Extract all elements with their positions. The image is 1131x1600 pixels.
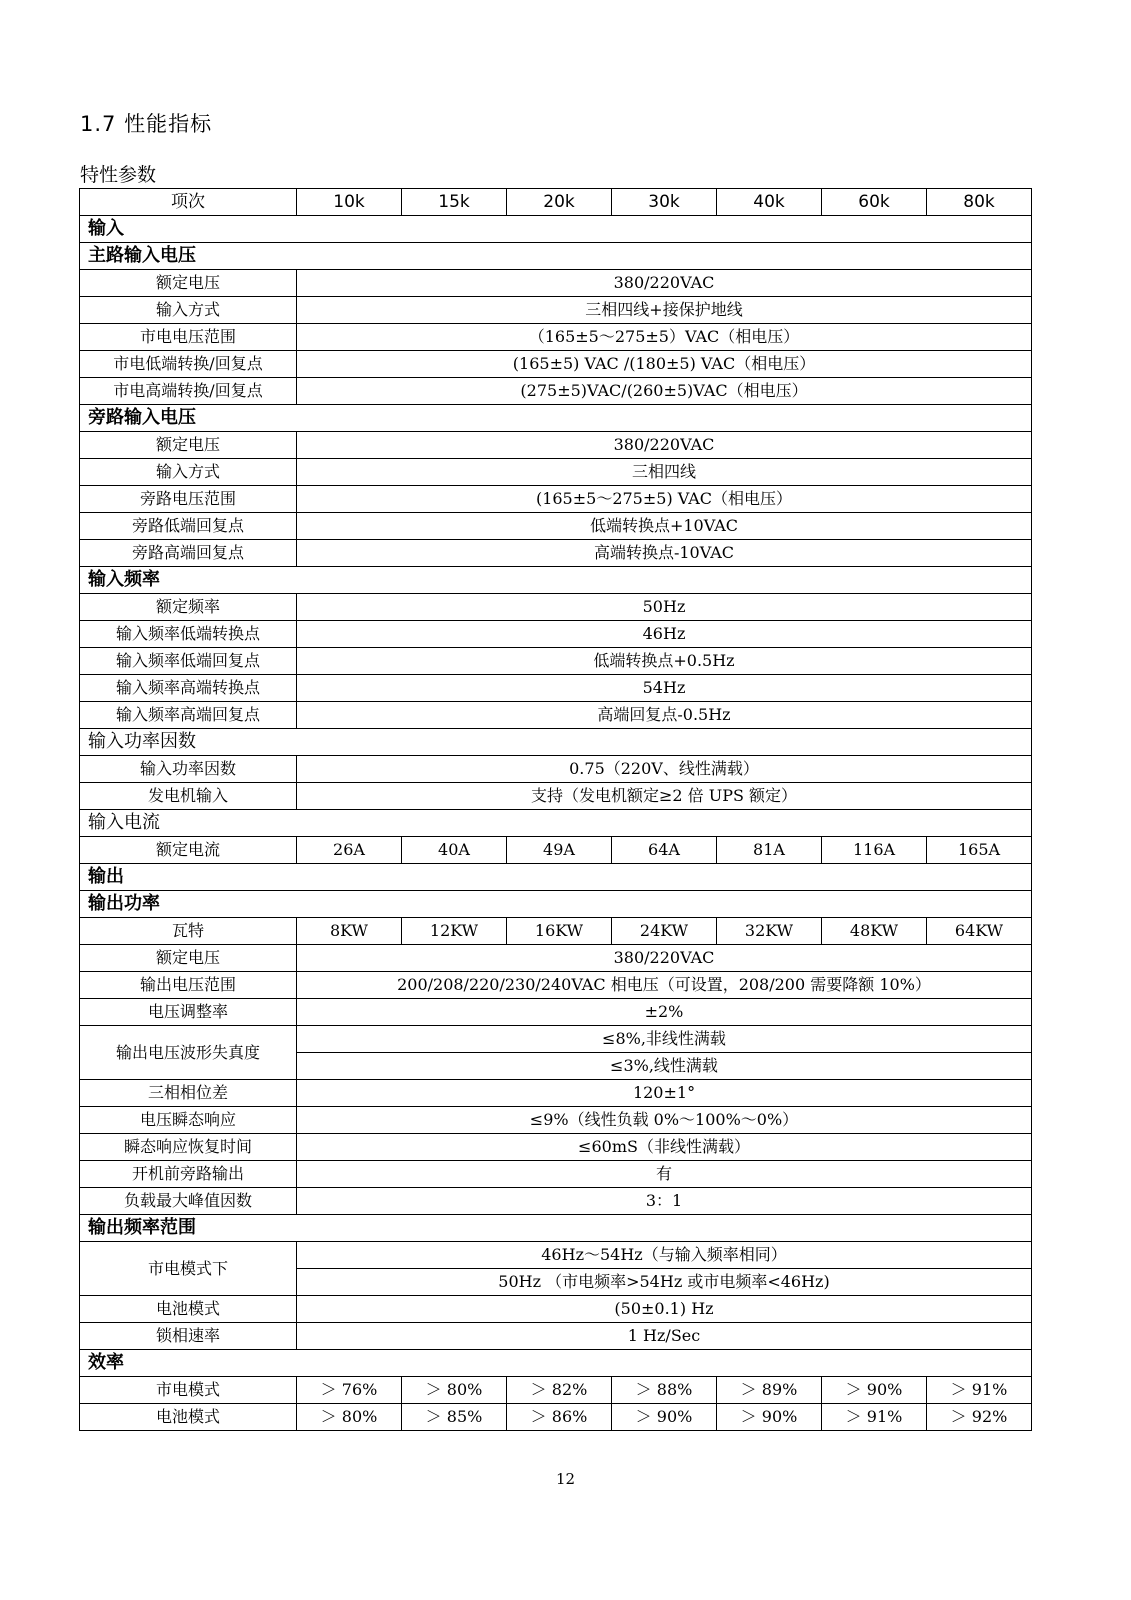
column-header: 10k (297, 189, 402, 216)
section-row (80, 864, 1032, 891)
row-label: 输入方式 (80, 459, 297, 486)
column-header: 30k (612, 189, 717, 216)
table-row (80, 1161, 1032, 1188)
row-label: 市电高端转换/回复点 (80, 378, 297, 405)
row-label: 市电电压范围 (80, 324, 297, 351)
row-value: ≤60mS（非线性满载） (297, 1134, 1032, 1161)
table-row (80, 1026, 1032, 1053)
table-row (80, 378, 1032, 405)
row-value: 三相四线+接保护地线 (297, 297, 1032, 324)
row-value: （165±5～275±5）VAC（相电压） (297, 324, 1032, 351)
row-label: 市电模式下 (80, 1242, 297, 1296)
row-label: 电池模式 (80, 1404, 297, 1431)
table-row (80, 486, 1032, 513)
table-row (80, 459, 1032, 486)
table-row (80, 297, 1032, 324)
table-row (80, 837, 1032, 864)
column-header: 15k (402, 189, 507, 216)
table-row (80, 1296, 1032, 1323)
row-value: 165A (927, 837, 1032, 864)
section-label: 效率 (80, 1350, 1032, 1377)
row-value: 8KW (297, 918, 402, 945)
row-value: 380/220VAC (297, 270, 1032, 297)
section-row (80, 810, 1032, 837)
column-header: 20k (507, 189, 612, 216)
table-caption: 特性参数 (80, 164, 157, 186)
row-label: 输入频率低端转换点 (80, 621, 297, 648)
table-row (80, 1188, 1032, 1215)
row-label: 输入频率高端转换点 (80, 675, 297, 702)
section-row (80, 567, 1032, 594)
row-label: 发电机输入 (80, 783, 297, 810)
row-value: ＞ 80% (402, 1377, 507, 1404)
table-row (80, 1404, 1032, 1431)
row-label: 瞬态响应恢复时间 (80, 1134, 297, 1161)
row-value: 支持（发电机额定≥2 倍 UPS 额定） (297, 783, 1032, 810)
row-value: 16KW (507, 918, 612, 945)
section-row (80, 216, 1032, 243)
section-label: 输入频率 (80, 567, 1032, 594)
row-value: ≤8%,非线性满载 (297, 1026, 1032, 1053)
section-label: 输出频率范围 (80, 1215, 1032, 1242)
row-value: 46Hz～54Hz（与输入频率相同） (297, 1242, 1032, 1269)
row-value: 380/220VAC (297, 432, 1032, 459)
row-value: 高端转换点-10VAC (297, 540, 1032, 567)
row-value: ＞ 90% (822, 1377, 927, 1404)
row-label: 额定电压 (80, 270, 297, 297)
row-label: 负载最大峰值因数 (80, 1188, 297, 1215)
table-row (80, 513, 1032, 540)
row-value: 24KW (612, 918, 717, 945)
row-value: ±2% (297, 999, 1032, 1026)
table-row (80, 351, 1032, 378)
row-value: 32KW (717, 918, 822, 945)
table-row (80, 1242, 1032, 1269)
section-title: 1.7 性能指标 (80, 112, 213, 136)
row-value: (275±5)VAC/(260±5)VAC（相电压） (297, 378, 1032, 405)
spec-table (79, 188, 1032, 1431)
row-label: 旁路电压范围 (80, 486, 297, 513)
section-label: 输入功率因数 (80, 729, 1032, 756)
row-value: 50Hz （市电频率>54Hz 或市电频率<46Hz) (297, 1269, 1032, 1296)
page-number: 12 (555, 1470, 576, 1488)
row-value: 54Hz (297, 675, 1032, 702)
row-value: 有 (297, 1161, 1032, 1188)
row-value: 50Hz (297, 594, 1032, 621)
row-label: 额定频率 (80, 594, 297, 621)
table-row (80, 1323, 1032, 1350)
row-label: 输入频率高端回复点 (80, 702, 297, 729)
row-value: ＞ 85% (402, 1404, 507, 1431)
row-label: 瓦特 (80, 918, 297, 945)
section-row (80, 1215, 1032, 1242)
row-value: 高端回复点-0.5Hz (297, 702, 1032, 729)
row-value: 81A (717, 837, 822, 864)
column-header: 40k (717, 189, 822, 216)
section-label: 输出 (80, 864, 1032, 891)
row-label: 输入功率因数 (80, 756, 297, 783)
table-row (80, 675, 1032, 702)
row-value: 26A (297, 837, 402, 864)
row-value: 120±1° (297, 1080, 1032, 1107)
table-row (80, 972, 1032, 999)
row-value: (165±5～275±5) VAC（相电压） (297, 486, 1032, 513)
row-value: 64KW (927, 918, 1032, 945)
table-row (80, 1107, 1032, 1134)
row-value: 64A (612, 837, 717, 864)
section-label: 输入电流 (80, 810, 1032, 837)
row-value: 49A (507, 837, 612, 864)
section-label: 输入 (80, 216, 1032, 243)
table-row (80, 1080, 1032, 1107)
row-value: ＞ 92% (927, 1404, 1032, 1431)
row-label: 市电模式 (80, 1377, 297, 1404)
row-value: ＞ 82% (507, 1377, 612, 1404)
row-label: 额定电压 (80, 945, 297, 972)
table-row (80, 1134, 1032, 1161)
row-value: 116A (822, 837, 927, 864)
section-row (80, 243, 1032, 270)
section-row (80, 891, 1032, 918)
section-label: 主路输入电压 (80, 243, 1032, 270)
row-value: ＞ 76% (297, 1377, 402, 1404)
row-value: ＞ 88% (612, 1377, 717, 1404)
row-value: 46Hz (297, 621, 1032, 648)
column-header: 60k (822, 189, 927, 216)
table-row (80, 621, 1032, 648)
row-label: 输出电压范围 (80, 972, 297, 999)
table-row (80, 648, 1032, 675)
row-value: ＞ 90% (612, 1404, 717, 1431)
section-label: 旁路输入电压 (80, 405, 1032, 432)
row-value: ＞ 89% (717, 1377, 822, 1404)
row-label: 输入方式 (80, 297, 297, 324)
row-value: (165±5) VAC /(180±5) VAC（相电压） (297, 351, 1032, 378)
row-label: 旁路高端回复点 (80, 540, 297, 567)
section-label: 输出功率 (80, 891, 1032, 918)
table-row (80, 702, 1032, 729)
row-label: 电压调整率 (80, 999, 297, 1026)
table-row (80, 324, 1032, 351)
row-value: 0.75（220V、线性满载） (297, 756, 1032, 783)
row-label: 额定电压 (80, 432, 297, 459)
section-row (80, 729, 1032, 756)
table-row (80, 1377, 1032, 1404)
table-row (80, 945, 1032, 972)
row-value: ＞ 86% (507, 1404, 612, 1431)
row-value: 40A (402, 837, 507, 864)
row-value: ＞ 80% (297, 1404, 402, 1431)
section-row (80, 1350, 1032, 1377)
row-value: 12KW (402, 918, 507, 945)
table-row (80, 540, 1032, 567)
row-label: 电池模式 (80, 1296, 297, 1323)
table-row (80, 270, 1032, 297)
table-row (80, 783, 1032, 810)
row-value: ＞ 91% (822, 1404, 927, 1431)
row-label: 开机前旁路输出 (80, 1161, 297, 1188)
row-label: 电压瞬态响应 (80, 1107, 297, 1134)
row-value: ≤3%,线性满载 (297, 1053, 1032, 1080)
row-label: 三相相位差 (80, 1080, 297, 1107)
row-label: 市电低端转换/回复点 (80, 351, 297, 378)
table-header-row (80, 189, 1032, 216)
row-label: 旁路低端回复点 (80, 513, 297, 540)
row-value: (50±0.1) Hz (297, 1296, 1032, 1323)
row-value: 48KW (822, 918, 927, 945)
row-value: 低端转换点+0.5Hz (297, 648, 1032, 675)
row-label: 输出电压波形失真度 (80, 1026, 297, 1080)
section-row (80, 405, 1032, 432)
table-row (80, 594, 1032, 621)
table-row (80, 918, 1032, 945)
row-value: 3：1 (297, 1188, 1032, 1215)
row-label: 额定电流 (80, 837, 297, 864)
column-header: 80k (927, 189, 1032, 216)
table-row (80, 756, 1032, 783)
row-value: 380/220VAC (297, 945, 1032, 972)
row-value: 200/208/220/230/240VAC 相电压（可设置，208/200 需要降额 10%） (297, 972, 1032, 999)
column-header: 项次 (80, 189, 297, 216)
table-row (80, 999, 1032, 1026)
row-label: 锁相速率 (80, 1323, 297, 1350)
table-row (80, 432, 1032, 459)
row-value: 低端转换点+10VAC (297, 513, 1032, 540)
row-value: ＞ 91% (927, 1377, 1032, 1404)
row-value: ＞ 90% (717, 1404, 822, 1431)
row-label: 输入频率低端回复点 (80, 648, 297, 675)
row-value: 1 Hz/Sec (297, 1323, 1032, 1350)
row-value: ≤9%（线性负载 0%～100%～0%） (297, 1107, 1032, 1134)
row-value: 三相四线 (297, 459, 1032, 486)
